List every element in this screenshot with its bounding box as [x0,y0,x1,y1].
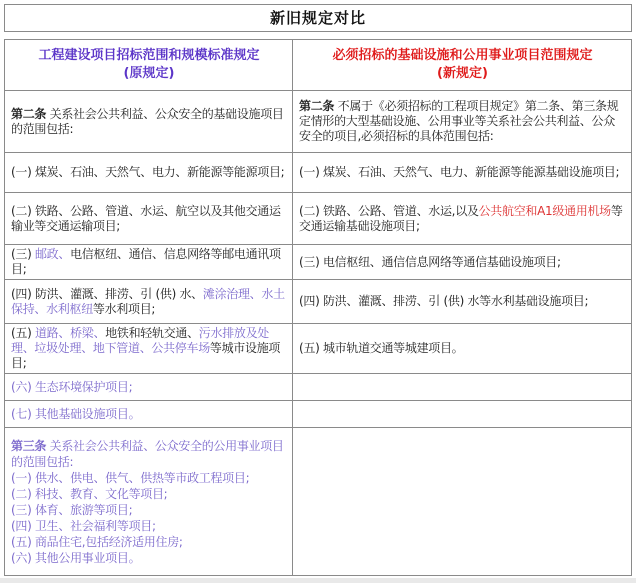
new-regulation-cell [293,324,632,374]
old-regulation-cell [5,193,293,245]
text-segment: (四) 卫生、社会福利等项目; [11,518,156,533]
new-regulation-cell [293,428,632,576]
text-segment: (六) 其他公用事业项目。 [11,550,141,565]
text-segment: 等交通运输基础设施项目; [299,203,623,233]
text-line [11,518,287,534]
table-row [5,374,632,401]
old-regulation-cell [5,428,293,576]
text-line [11,534,287,550]
text-segment: 关系社会公共利益、公众安全的基础设施项目的范围包括: [11,106,284,136]
page [4,4,632,576]
text-segment: (一) 煤炭、石油、天然气、电力、新能源等能源基础设施项目; [299,165,620,179]
text-segment: 第二条 [11,106,47,121]
new-regulation-header [293,40,632,91]
new-regulation-cell [293,91,632,153]
new-regulation-cell [293,245,632,280]
old-regulation-cell [5,280,293,324]
old-regulation-cell [5,153,293,193]
text-segment: (四) 防洪、灌溉、排涝、引 (供) 水等水利基础设施项目; [299,294,589,308]
text-line [299,341,626,356]
old-regulation-header [5,40,293,91]
text-segment: 公共航空和A1级通用机场 [478,203,611,218]
table-row [5,91,632,153]
text-segment: 污水排放及处理、垃圾处理、地下管道、公共停车场 [11,326,269,355]
text-segment: 第二条 [299,99,335,113]
text-line [11,165,287,180]
text-segment: 不属于《必须招标的工程项目规定》第二条、第三条规定情形的大型基础设施、公用事业等关系社会公共利益、公众安全的项目,必须招标的具体范围包括: [299,99,619,143]
table-row [5,193,632,245]
text-line [299,99,626,144]
text-segment: 关系社会公共利益、公众安全的公用事业项目的范围包括: [11,438,284,469]
old-regulation-cell [5,91,293,153]
text-line [11,287,287,317]
text-segment: (三) 电信枢纽、通信信息网络等通信基础设施项目; [299,254,561,269]
text-line [11,550,287,566]
old-regulation-cell [5,245,293,280]
text-line [299,255,626,270]
text-line [11,486,287,502]
text-segment: 地铁和轻轨交通、 [105,326,199,340]
table-row [5,245,632,280]
new-regulation-cell [293,374,632,401]
old-regulation-cell [5,401,293,428]
text-segment: (二) 铁路、公路、管道、水运,以及 [299,203,479,218]
text-line [11,407,287,422]
text-line [11,204,287,234]
text-segment: 等水利项目; [92,301,156,316]
text-segment: 电信枢纽、通信、信息网络等邮电通讯项目; [11,247,281,276]
new-regulation-cell [293,153,632,193]
old-regulation-cell [5,324,293,374]
text-line [299,204,626,234]
text-line [11,470,287,486]
text-segment: 道路、桥梁、 [34,326,106,340]
text-segment: (三) [11,247,35,261]
new-regulation-cell [293,193,632,245]
text-line [11,438,287,470]
table-row [5,324,632,374]
new-regulation-title: 必须招标的基础设施和公用事业项目范围规定 [332,48,593,63]
text-segment: (四) 防洪、灌溉、排涝、引 (供) 水、 [11,286,203,301]
header-row [5,40,632,91]
text-segment: (二) 科技、教育、文化等项目; [11,486,168,501]
table-row [5,280,632,324]
old-regulation-subtitle: (原规定) [123,66,175,81]
text-segment: (三) 体育、旅游等项目; [11,502,133,517]
comparison-table [4,39,632,576]
new-regulation-cell [293,401,632,428]
text-segment: (五) [11,326,35,340]
text-segment: (一) 煤炭、石油、天然气、电力、新能源等能源项目; [11,165,285,179]
table-row [5,428,632,576]
text-line [11,380,287,395]
text-segment: (二) 铁路、公路、管道、水运、航空以及其他交通运输业等交通运输项目; [11,203,281,233]
page-bottom-strip [0,578,636,583]
text-line [299,165,626,180]
text-segment: (六) 生态环境保护项目; [11,379,133,394]
table-row [5,401,632,428]
old-regulation-cell [5,374,293,401]
text-line [11,107,287,137]
text-segment: 邮政、 [34,247,71,261]
table-row [5,153,632,193]
page-title: 新旧规定对比 [4,4,632,32]
text-line [11,502,287,518]
text-segment: 第三条 [11,438,47,453]
new-regulation-subtitle: (新规定) [437,66,488,81]
text-segment: 滩涂治理、水土保持、水利枢纽 [11,286,285,316]
old-regulation-title: 工程建设项目招标范围和规模标准规定 [38,48,260,63]
text-segment: (五) 商品住宅,包括经济适用住房; [11,534,183,549]
new-regulation-cell [293,280,632,324]
text-line [11,247,287,277]
text-segment: 等城市设施项目; [11,341,281,370]
text-segment: (一) 供水、供电、供气、供热等市政工程项目; [11,470,250,485]
text-line [11,326,287,371]
text-segment: (七) 其他基础设施项目。 [11,406,141,421]
text-segment: (五) 城市轨道交通等城建项目。 [299,341,464,355]
text-line [299,294,626,309]
